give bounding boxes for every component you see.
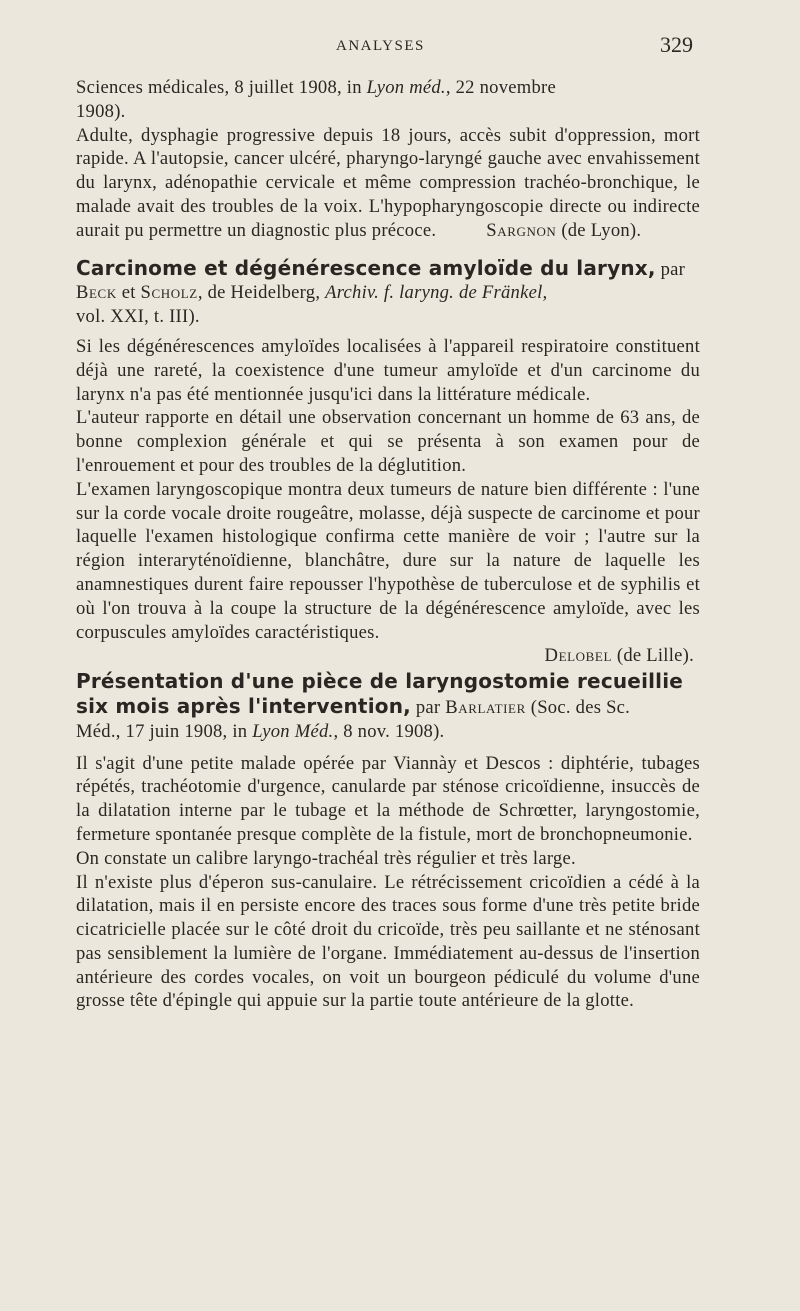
reference-line: vol. XXI, t. III). [76, 306, 200, 328]
author-name: Scholz [140, 282, 198, 304]
signature [76, 644, 700, 668]
page-number: 329 [660, 32, 693, 57]
running-head: ANALYSES [336, 38, 425, 54]
reference-text: Sciences médicales, 8 juillet 1908, in [76, 77, 367, 98]
reference-line [76, 720, 700, 744]
paragraph: On constate un calibre laryngo-trachéal très régulier et très large. [76, 847, 576, 869]
reference-text: , 8 nov. 1908). [333, 720, 445, 742]
article-barlatier [76, 670, 700, 1013]
article-heading [76, 257, 700, 282]
article-heading [76, 695, 700, 720]
paragraph: Si les dégénérescences amyloïdes localisées à l'appareil respiratoire constituent déjà une rareté, la coexistence d'une tumeur amyloïde et d'un carcinome du larynx n'a pas été mentionnée jusqu'ici dans la littérature médicale. [76, 335, 700, 405]
author-name: Barlatier [445, 696, 526, 718]
article-title: Carcinome et dégénérescence amyloïde du larynx, [76, 255, 656, 280]
reference-text: par [410, 696, 446, 718]
paragraph [76, 124, 700, 243]
article-beck-scholz [76, 257, 700, 669]
journal-name: Archiv. f. laryng. de Fränkel, [325, 282, 548, 304]
article-title: Présentation d'une pièce de laryngostomie recueillie [76, 669, 684, 694]
signature-name: Sargnon [486, 219, 557, 241]
signature-place: (de Lyon). [556, 219, 642, 241]
reference-line [76, 281, 700, 305]
reference-text: Méd., 17 juin 1908, in [76, 720, 253, 742]
author-name: Beck [76, 282, 117, 304]
signature-name: Delobel [544, 645, 612, 667]
reference-line: 1908). [76, 100, 126, 122]
reference-text: par [655, 258, 686, 280]
reference-text: , de Heidelberg, [197, 282, 326, 304]
paragraph-text: Adulte, dysphagie progressive depuis 18 jours, accès subit d'oppression, mort rapide. A l'autopsie, cancer ulcéré, pharyngo-laryngé gauche avec envahissement du larynx, adénopathie cervicale et même compression trachéo-bronchique, le malade avait des troubles de la voix. L'hypopharyngoscopie directe ou indirecte aurait pu permettre un diagnostic plus précoce. [76, 124, 700, 241]
reference-text: (Soc. des Sc. [525, 696, 631, 718]
paragraph: Il n'existe plus d'éperon sus-canulaire. Le rétrécissement cricoïdien a cédé à la dilatation, mais il en persiste encore des traces sous forme d'une très petite bride cicatricielle placée sur le côté droit du cricoïde, très peu saillante et ne sténosant pas sensiblement la lumière de l'organe. Immédiatement au-dessus de l'insertion antérieure des cordes vocales, on voit un bourgeon pédiculé du volume d'une grosse tête d'épingle qui appuie sur la partie toute antérieure de la glotte. [76, 871, 700, 1012]
journal-name: Lyon Méd. [252, 720, 334, 742]
reference-text: et [116, 282, 141, 304]
article-title: six mois après l'intervention, [76, 693, 411, 718]
journal-name: Lyon méd. [366, 77, 446, 98]
paragraph: L'examen laryngoscopique montra deux tumeurs de nature bien différente : l'une sur la corde vocale droite rougeâtre, molasse, déjà suspecte de carcinome et pour laquelle l'examen histologique confirma cette manière de voir ; l'autre sur la région interaryténoïdienne, blanchâtre, dure sur la nature de laquelle les anamnestiques durent faire repousser l'hypothèse de tuberculose et de syphilis et où l'on trouva à la coupe la structure de la dégénérescence amyloïde, avec les corpuscules amyloïdes caractéristiques. [76, 478, 700, 643]
body-text [76, 76, 700, 1013]
paragraph: L'auteur rapporte en détail une observation concernant un homme de 63 ans, de bonne complexion générale et qui se présenta à son examen pour de l'enrouement et pour des troubles de la déglutition. [76, 407, 700, 476]
reference-text: , 22 novembre [445, 77, 556, 98]
section-continued [76, 76, 700, 243]
reference-line [76, 76, 700, 100]
signature-place: (de Lille). [612, 645, 694, 667]
article-heading [76, 670, 700, 695]
paragraph: Il s'agit d'une petite malade opérée par Viannày et Descos : diphtérie, tubages répétés, trachéotomie d'urgence, canularde par sténose cricoïdienne, insuccès de la dilatation interne par le tubage et la méthode de Schrœtter, laryngostomie, fermeture spontanée presque complète de la fistule, mort de bronchopneumonie. [76, 752, 700, 845]
page-header [0, 30, 800, 62]
